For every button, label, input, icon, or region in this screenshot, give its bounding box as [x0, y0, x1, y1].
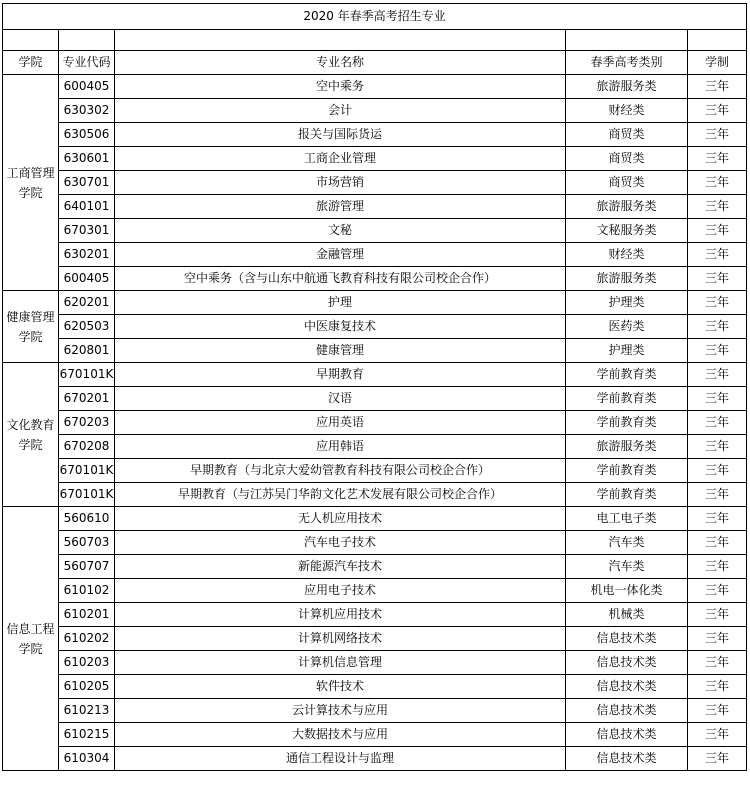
table-row [3, 627, 747, 651]
table-row [3, 267, 747, 291]
table-row [3, 699, 747, 723]
table-row [3, 651, 747, 675]
table-row [3, 99, 747, 123]
code-cell: 630701 [59, 171, 115, 195]
header-college: 学院 [3, 51, 59, 75]
name-cell: 应用电子技术 [115, 579, 566, 603]
category-cell: 旅游服务类 [566, 435, 688, 459]
code-cell: 560610 [59, 507, 115, 531]
name-cell: 旅游管理 [115, 195, 566, 219]
code-cell: 610215 [59, 723, 115, 747]
duration-cell: 三年 [688, 363, 747, 387]
name-cell: 无人机应用技术 [115, 507, 566, 531]
duration-cell: 三年 [688, 699, 747, 723]
category-cell: 商贸类 [566, 147, 688, 171]
category-cell: 信息技术类 [566, 699, 688, 723]
duration-cell: 三年 [688, 171, 747, 195]
name-cell: 应用韩语 [115, 435, 566, 459]
table-row [3, 315, 747, 339]
table-row [3, 123, 747, 147]
table-row [3, 243, 747, 267]
college-cell: 工商管理学院 [3, 75, 59, 291]
code-cell: 640101 [59, 195, 115, 219]
duration-cell: 三年 [688, 459, 747, 483]
category-cell: 商贸类 [566, 171, 688, 195]
table-row [3, 507, 747, 531]
code-cell: 670203 [59, 411, 115, 435]
duration-cell: 三年 [688, 75, 747, 99]
code-cell: 620503 [59, 315, 115, 339]
blank-row [3, 30, 747, 51]
blank-cell [688, 30, 747, 51]
name-cell: 健康管理 [115, 339, 566, 363]
category-cell: 医药类 [566, 315, 688, 339]
name-cell: 市场营销 [115, 171, 566, 195]
blank-cell [3, 30, 59, 51]
code-cell: 600405 [59, 267, 115, 291]
code-cell: 670201 [59, 387, 115, 411]
code-cell: 600405 [59, 75, 115, 99]
code-cell: 670101K [59, 459, 115, 483]
header-duration: 学制 [688, 51, 747, 75]
table-row [3, 195, 747, 219]
duration-cell: 三年 [688, 435, 747, 459]
name-cell: 会计 [115, 99, 566, 123]
duration-cell: 三年 [688, 651, 747, 675]
category-cell: 财经类 [566, 243, 688, 267]
category-cell: 学前教育类 [566, 411, 688, 435]
category-cell: 护理类 [566, 291, 688, 315]
code-cell: 670101K [59, 363, 115, 387]
code-cell: 630302 [59, 99, 115, 123]
duration-cell: 三年 [688, 243, 747, 267]
blank-cell [115, 30, 566, 51]
category-cell: 信息技术类 [566, 675, 688, 699]
college-cell: 健康管理学院 [3, 291, 59, 363]
code-cell: 670301 [59, 219, 115, 243]
header-category: 春季高考类别 [566, 51, 688, 75]
name-cell: 早期教育 [115, 363, 566, 387]
blank-cell [566, 30, 688, 51]
duration-cell: 三年 [688, 747, 747, 771]
table-row [3, 387, 747, 411]
name-cell: 护理 [115, 291, 566, 315]
category-cell: 电工电子类 [566, 507, 688, 531]
title-row [3, 4, 747, 30]
category-cell: 护理类 [566, 339, 688, 363]
header-row [3, 51, 747, 75]
duration-cell: 三年 [688, 579, 747, 603]
code-cell: 610205 [59, 675, 115, 699]
blank-cell [59, 30, 115, 51]
duration-cell: 三年 [688, 267, 747, 291]
duration-cell: 三年 [688, 195, 747, 219]
table-row [3, 219, 747, 243]
category-cell: 信息技术类 [566, 723, 688, 747]
name-cell: 新能源汽车技术 [115, 555, 566, 579]
code-cell: 670208 [59, 435, 115, 459]
code-cell: 620201 [59, 291, 115, 315]
table-row [3, 483, 747, 507]
category-cell: 信息技术类 [566, 747, 688, 771]
category-cell: 学前教育类 [566, 483, 688, 507]
name-cell: 通信工程设计与监理 [115, 747, 566, 771]
category-cell: 机械类 [566, 603, 688, 627]
name-cell: 软件技术 [115, 675, 566, 699]
table-row [3, 435, 747, 459]
enrollment-table [2, 3, 747, 771]
name-cell: 汉语 [115, 387, 566, 411]
code-cell: 610203 [59, 651, 115, 675]
header-name: 专业名称 [115, 51, 566, 75]
name-cell: 早期教育（与北京大爱幼管教育科技有限公司校企合作） [115, 459, 566, 483]
code-cell: 670101K [59, 483, 115, 507]
code-cell: 560707 [59, 555, 115, 579]
table-row [3, 675, 747, 699]
table-row [3, 339, 747, 363]
duration-cell: 三年 [688, 723, 747, 747]
category-cell: 学前教育类 [566, 387, 688, 411]
code-cell: 630506 [59, 123, 115, 147]
table-row [3, 171, 747, 195]
table-row [3, 747, 747, 771]
table-row [3, 291, 747, 315]
name-cell: 工商企业管理 [115, 147, 566, 171]
code-cell: 560703 [59, 531, 115, 555]
category-cell: 文秘服务类 [566, 219, 688, 243]
name-cell: 计算机应用技术 [115, 603, 566, 627]
header-code: 专业代码 [59, 51, 115, 75]
category-cell: 机电一体化类 [566, 579, 688, 603]
duration-cell: 三年 [688, 603, 747, 627]
category-cell: 财经类 [566, 99, 688, 123]
duration-cell: 三年 [688, 291, 747, 315]
category-cell: 信息技术类 [566, 627, 688, 651]
duration-cell: 三年 [688, 507, 747, 531]
name-cell: 空中乘务（含与山东中航通飞教育科技有限公司校企合作） [115, 267, 566, 291]
category-cell: 学前教育类 [566, 363, 688, 387]
category-cell: 信息技术类 [566, 651, 688, 675]
category-cell: 旅游服务类 [566, 267, 688, 291]
duration-cell: 三年 [688, 339, 747, 363]
category-cell: 汽车类 [566, 555, 688, 579]
duration-cell: 三年 [688, 555, 747, 579]
name-cell: 中医康复技术 [115, 315, 566, 339]
name-cell: 文秘 [115, 219, 566, 243]
table-row [3, 555, 747, 579]
name-cell: 早期教育（与江苏吴门华韵文化艺术发展有限公司校企合作） [115, 483, 566, 507]
code-cell: 630201 [59, 243, 115, 267]
name-cell: 计算机网络技术 [115, 627, 566, 651]
duration-cell: 三年 [688, 315, 747, 339]
name-cell: 汽车电子技术 [115, 531, 566, 555]
college-cell: 信息工程学院 [3, 507, 59, 771]
category-cell: 学前教育类 [566, 459, 688, 483]
category-cell: 汽车类 [566, 531, 688, 555]
code-cell: 610213 [59, 699, 115, 723]
name-cell: 云计算技术与应用 [115, 699, 566, 723]
code-cell: 610304 [59, 747, 115, 771]
table-row [3, 723, 747, 747]
duration-cell: 三年 [688, 627, 747, 651]
name-cell: 空中乘务 [115, 75, 566, 99]
code-cell: 620801 [59, 339, 115, 363]
name-cell: 报关与国际货运 [115, 123, 566, 147]
category-cell: 旅游服务类 [566, 75, 688, 99]
table-row [3, 411, 747, 435]
duration-cell: 三年 [688, 147, 747, 171]
table-title: 2020 年春季高考招生专业 [3, 4, 747, 30]
code-cell: 610102 [59, 579, 115, 603]
code-cell: 610201 [59, 603, 115, 627]
code-cell: 610202 [59, 627, 115, 651]
duration-cell: 三年 [688, 219, 747, 243]
duration-cell: 三年 [688, 531, 747, 555]
table-row [3, 363, 747, 387]
name-cell: 应用英语 [115, 411, 566, 435]
college-cell: 文化教育学院 [3, 363, 59, 507]
name-cell: 计算机信息管理 [115, 651, 566, 675]
table-row [3, 459, 747, 483]
duration-cell: 三年 [688, 99, 747, 123]
table-row [3, 75, 747, 99]
duration-cell: 三年 [688, 387, 747, 411]
table-row [3, 531, 747, 555]
code-cell: 630601 [59, 147, 115, 171]
table-row [3, 579, 747, 603]
table-row [3, 603, 747, 627]
table-row [3, 147, 747, 171]
duration-cell: 三年 [688, 123, 747, 147]
duration-cell: 三年 [688, 411, 747, 435]
duration-cell: 三年 [688, 483, 747, 507]
duration-cell: 三年 [688, 675, 747, 699]
name-cell: 金融管理 [115, 243, 566, 267]
name-cell: 大数据技术与应用 [115, 723, 566, 747]
category-cell: 旅游服务类 [566, 195, 688, 219]
category-cell: 商贸类 [566, 123, 688, 147]
